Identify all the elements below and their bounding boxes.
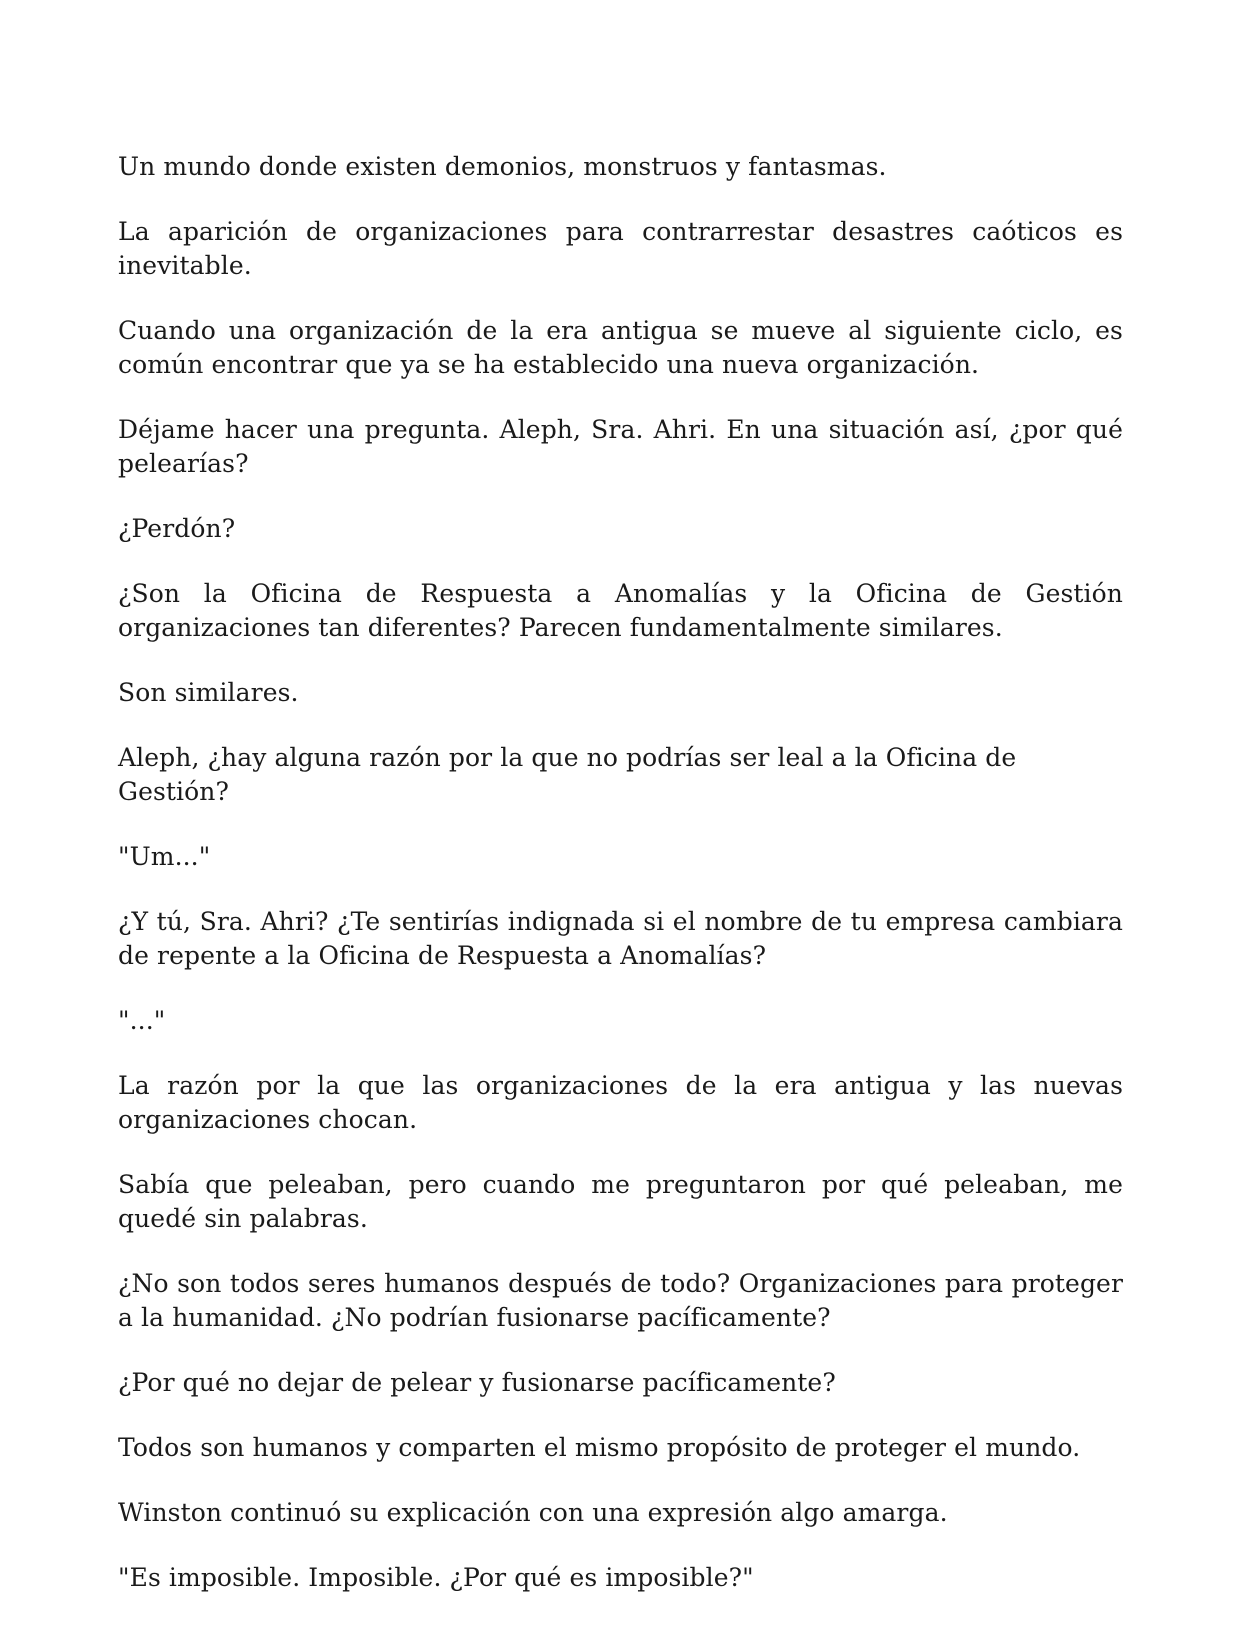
paragraph: Winston continuó su explicación con una expresión algo amarga.	[118, 1498, 948, 1527]
paragraph: Todos son humanos y comparten el mismo propósito de proteger el mundo.	[118, 1433, 1081, 1462]
paragraph: ¿Perdón?	[118, 514, 236, 543]
paragraph: La aparición de organizaciones para contrarrestar desastres caóticos es inevitable.	[118, 217, 1123, 280]
paragraph: Aleph, ¿hay alguna razón por la que no podrías ser leal a la Oficina de Gestión?	[118, 743, 1017, 806]
paragraph: ¿No son todos seres humanos después de todo? Organizaciones para proteger a la humanidad. ¿No podrían fusionarse pacíficamente?	[118, 1269, 1123, 1332]
paragraph: Déjame hacer una pregunta. Aleph, Sra. Ahri. En una situación así, ¿por qué pelearías?	[118, 415, 1123, 478]
paragraph: "Es imposible. Imposible. ¿Por qué es imposible?"	[118, 1563, 754, 1592]
paragraph: Un mundo donde existen demonios, monstruos y fantasmas.	[118, 152, 887, 181]
paragraph: ¿Y tú, Sra. Ahri? ¿Te sentirías indignada si el nombre de tu empresa cambiara de repente a la Oficina de Respuesta a Anomalías?	[118, 907, 1123, 970]
document-body	[118, 150, 1123, 1626]
paragraph: Cuando una organización de la era antigua se mueve al siguiente ciclo, es común encontrar que ya se ha establecido una nueva organización.	[118, 316, 1123, 379]
paragraph: "..."	[118, 1006, 166, 1035]
paragraph: "Um..."	[118, 842, 211, 871]
paragraph: ¿Son la Oficina de Respuesta a Anomalías y la Oficina de Gestión organizaciones tan diferentes? Parecen fundamentalmente similares.	[118, 579, 1123, 642]
paragraph: Son similares.	[118, 678, 299, 707]
paragraph: Sabía que peleaban, pero cuando me preguntaron por qué peleaban, me quedé sin palabras.	[118, 1170, 1123, 1233]
paragraph: ¿Por qué no dejar de pelear y fusionarse pacíficamente?	[118, 1368, 836, 1397]
paragraph: La razón por la que las organizaciones de la era antigua y las nuevas organizaciones chocan.	[118, 1071, 1123, 1134]
